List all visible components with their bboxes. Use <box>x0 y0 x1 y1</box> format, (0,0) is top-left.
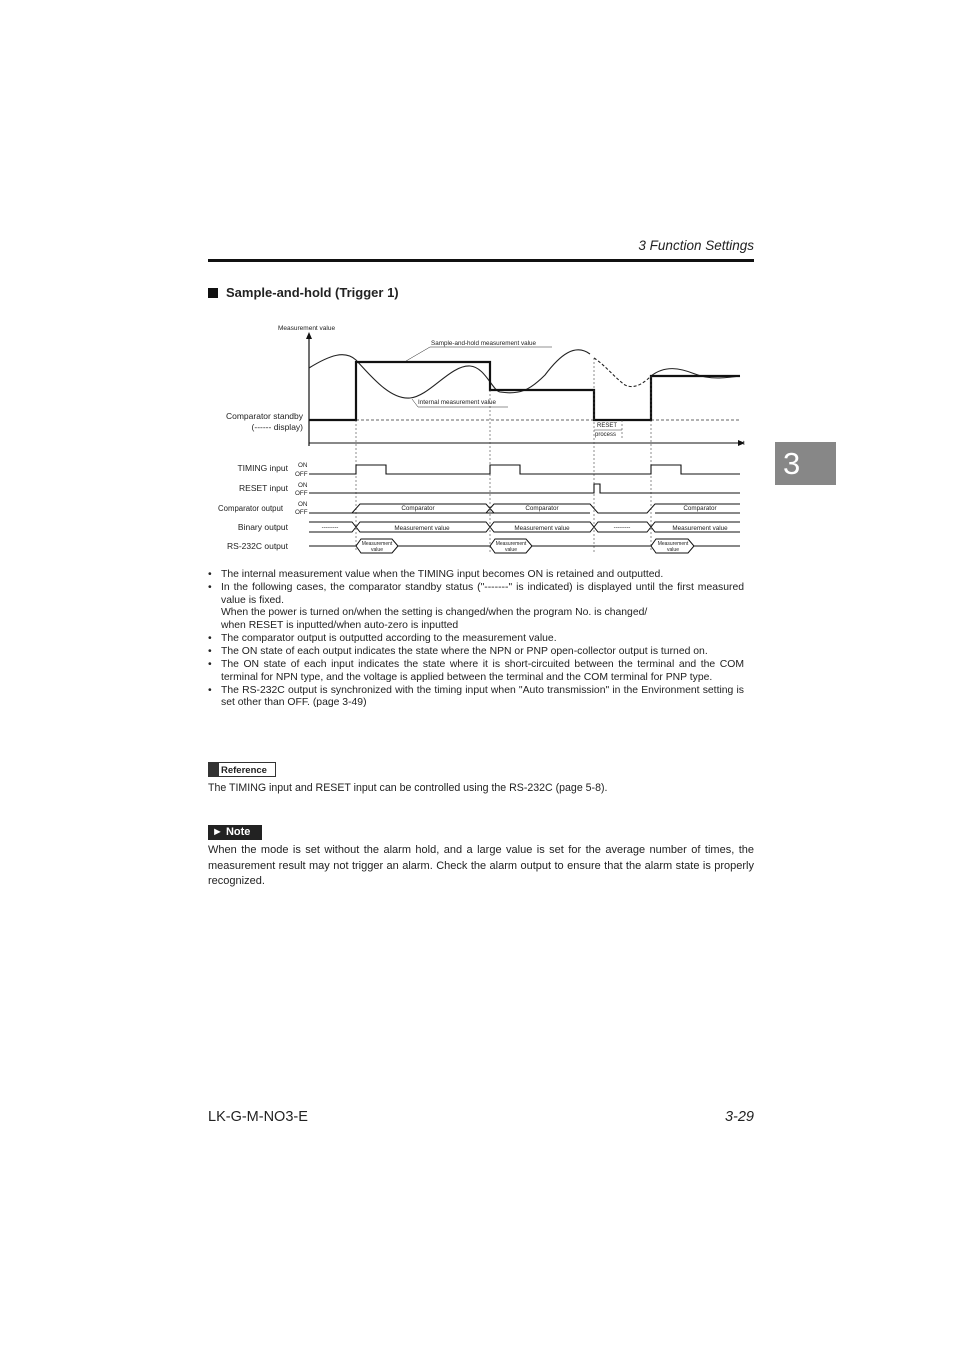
bullet-subline: when RESET is inputted/when auto-zero is inputted <box>221 619 459 631</box>
bullet-dot: • <box>208 684 212 696</box>
bullet-text: The internal measurement value when the TIMING input becomes ON is retained and outputted. <box>221 569 664 580</box>
rs232c-cell-1-line2: value <box>371 547 383 553</box>
comparator-off-label: OFF <box>295 509 308 516</box>
comparator-cell-3: Comparator <box>683 505 717 512</box>
note-badge: ► Note <box>208 825 262 840</box>
running-header: 3 Function Settings <box>638 238 754 253</box>
sample-hold-annotation: Sample-and-hold measurement value <box>431 340 537 347</box>
bullet-item <box>208 646 744 659</box>
binary-measurement-cell-3: Measurement value <box>672 525 728 532</box>
bullet-item <box>208 659 744 684</box>
reset-on-label: ON <box>298 482 308 489</box>
rs232c-cell-2-line1: Measurement <box>495 541 527 547</box>
bullet-dot: • <box>208 659 212 671</box>
bullet-subline: When the power is turned on/when the setting is changed/when the program No. is changed/ <box>221 607 648 619</box>
section-heading <box>208 285 399 300</box>
note-text: When the mode is set without the alarm hold, and a large value is set for the average number of times, the measurement result may not trigger an alarm. Check the alarm output to ensure that the alarm state is properly recognized. <box>208 844 754 887</box>
timing-off-label: OFF <box>295 471 308 478</box>
timing-input-label: TIMING input <box>237 463 288 473</box>
y-axis-arrow-icon <box>306 332 312 339</box>
bullet-item <box>208 582 744 632</box>
comparator-standby-sub: (------ display) <box>251 422 303 432</box>
comparator-standby-label: Comparator standby <box>225 411 303 421</box>
section-title: Sample-and-hold (Trigger 1) <box>226 285 399 300</box>
comparator-cell-2: Comparator <box>525 505 559 512</box>
page-number: 3-29 <box>724 1109 754 1125</box>
binary-measurement-cell-1: Measurement value <box>394 525 450 532</box>
reference-marker-icon <box>209 763 219 776</box>
square-bullet-icon <box>208 288 218 298</box>
rs232c-output-label: RS-232C output <box>227 541 288 551</box>
bullet-text: The ON state of each input indicates the state where it is short-circuited between the terminal and the COM terminal for NPN type, and the voltage is applied between the terminal and the COM terminal for PNP type. <box>221 659 744 683</box>
comparator-on-label: ON <box>298 501 308 508</box>
reset-process-sub: process <box>595 432 617 438</box>
bullet-dot: • <box>208 582 212 594</box>
header-rule <box>208 259 754 262</box>
y-axis-label: Measurement value <box>278 325 336 332</box>
bullet-text: The comparator output is outputted according to the measurement value. <box>221 632 557 644</box>
reference-badge-label: Reference <box>221 765 267 776</box>
reset-input-label: RESET input <box>239 483 288 493</box>
binary-measurement-cell-2: Measurement value <box>514 525 570 532</box>
reference-text: The TIMING input and RESET input can be controlled using the RS-232C (page 5-8). <box>208 782 608 794</box>
bullet-item <box>208 633 744 646</box>
reset-off-label: OFF <box>295 490 308 497</box>
binary-dash-cell-1: -------- <box>321 524 339 531</box>
chapter-tab: 3 <box>775 442 836 485</box>
bullet-dot: • <box>208 646 212 658</box>
time-axis-label: t <box>743 441 745 447</box>
reference-badge <box>208 762 276 777</box>
rs232c-cell-2-line2: value <box>505 547 517 553</box>
rs232c-cell-3-line2: value <box>667 547 679 553</box>
sample-hold-pointer <box>406 347 430 361</box>
comparator-output-label: Comparator output <box>217 504 283 513</box>
binary-output-label: Binary output <box>237 522 288 532</box>
bullet-text: In the following cases, the comparator standby status ("-------" is indicated) is displayed until the first measured value is fixed. <box>221 582 744 606</box>
bullet-item <box>208 569 744 582</box>
rs232c-cell-3-line1: Measurement <box>657 541 689 547</box>
reset-input-signal <box>309 484 740 493</box>
bullet-text: The ON state of each output indicates the state where the NPN or PNP open-collector output is turned on. <box>221 646 708 658</box>
reset-process-label: RESET <box>597 423 618 429</box>
timing-on-label: ON <box>298 462 308 469</box>
bullet-item <box>208 685 744 710</box>
binary-dash-cell-2: -------- <box>613 524 631 531</box>
document-code: LK-G-M-NO3-E <box>208 1109 308 1125</box>
timing-diagram <box>200 318 750 560</box>
explanation-bullets <box>208 569 744 710</box>
internal-measurement-wave-dashed <box>594 358 651 387</box>
bullet-dot: • <box>208 569 212 580</box>
bullet-dot: • <box>208 632 212 644</box>
comparator-cell-1: Comparator <box>401 505 435 512</box>
sample-hold-step <box>309 362 740 420</box>
internal-annotation: Internal measurement value <box>418 399 497 406</box>
bullet-text: The RS-232C output is synchronized with the timing input when "Auto transmission" in the Environment setting is set other than OFF. (page 3-49) <box>221 684 744 709</box>
rs232c-cell-1-line1: Measurement <box>361 541 393 547</box>
timing-input-signal <box>309 465 740 474</box>
